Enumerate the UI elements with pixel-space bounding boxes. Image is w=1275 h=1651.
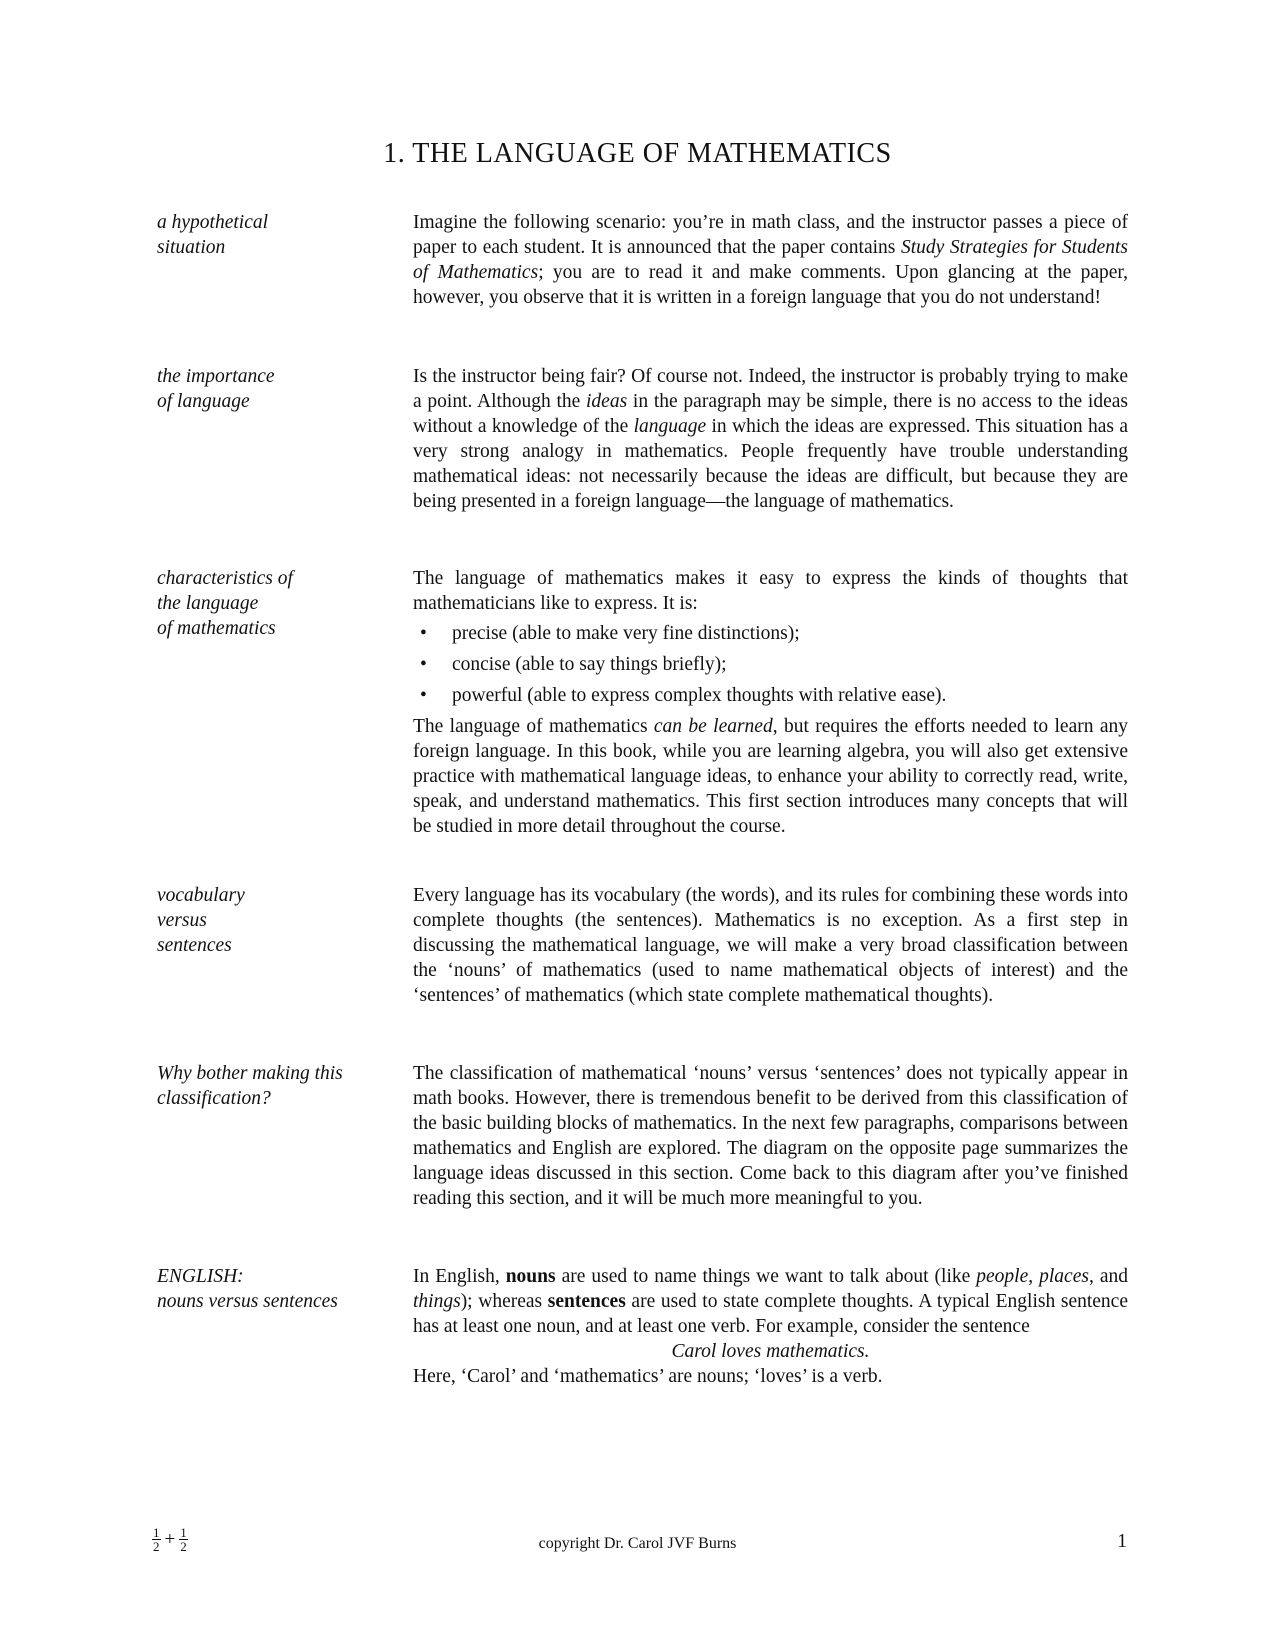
text-run: The language of mathematics makes it easy to express the kinds of thoughts that mathematicians like to express. It is: [413,568,1128,614]
text-run: The language of mathematics [413,716,654,737]
text-run: ; you are to read it and make comments. Upon glancing at the paper, however, you observe that it is written in a foreign language that you do not understand! [413,262,1128,308]
section-body [413,1061,1128,1211]
fraction-numerator: 1 [153,1525,160,1540]
margin-note [157,1264,387,1314]
paragraph [413,1264,1128,1339]
bullet-icon: • [420,685,427,706]
bold-text: nouns [505,1266,556,1287]
text-run: In English, [413,1266,506,1287]
text-run: in the paragraph may be simple, there is no access to the ideas without a knowledge of the [413,391,1129,437]
text-run: Imagine the following scenario: you’re in math class, and the instructor passes a piece of paper to each student. It is announced that the paper contains [413,212,1128,258]
bullet-text: powerful (able to express complex thoughts with relative ease). [452,685,947,706]
margin-note-line: ENGLISH: [157,1266,244,1287]
text-run: Is the instructor being fair? Of course not. Indeed, the instructor is probably trying to make a point. Although the [413,366,1128,412]
italic-text: Study Strategies for Students of Mathematics [413,237,1129,283]
text-run: in which the ideas are expressed. This situation has a very strong analogy in mathematics. People frequently have trouble understanding mathematical ideas: not necessarily because the ideas are difficult, but because they are being presented in a foreign language—the language of mathematics. [413,416,1129,512]
margin-note [157,364,387,414]
margin-note-line: characteristics of [157,568,293,589]
fraction-denominator: 2 [180,1539,187,1554]
margin-note-line: of mathematics [157,618,276,639]
text-run: , and [1088,1266,1128,1287]
bold-text: sentences [547,1291,626,1312]
margin-note-line: the language [157,593,259,614]
margin-note-line: the importance [157,366,275,387]
margin-note [157,883,387,958]
italic-text: can be learned [653,716,773,737]
bullet-item [413,621,1128,646]
margin-note-line: Why bother making this [157,1063,343,1084]
section-body [413,210,1128,310]
bullet-item [413,652,1128,677]
page-number: 1 [1117,1531,1127,1552]
margin-note-line: of language [157,391,250,412]
example-sentence: Carol loves mathematics. [671,1341,870,1362]
text-run: The classification of mathematical ‘nouns’ versus ‘sentences’ does not typically appear in math books. However, there is tremendous benefit to be derived from this classification of the basic building blocks of mathematics. In the next few paragraphs, comparisons between mathematics and English are explored. The diagram on the opposite page summarizes the language ideas discussed in this section. Come back to this diagram after you’ve finished reading this section, and it will be much more meaningful to you. [413,1063,1128,1209]
text-run: Every language has its vocabulary (the words), and its rules for combining these words into complete thoughts (the sentences). Mathematics is no exception. As a first step in discussing the mathematical language, we will make a very broad classification between the ‘nouns’ of mathematics (used to name mathematical objects of interest) and the ‘sentences’ of mathematics (which state complete mathematical thoughts). [413,885,1128,1006]
paragraph [413,1061,1128,1211]
italic-text: language [633,416,707,437]
margin-note-line: nouns versus sentences [157,1291,338,1312]
margin-note-line: versus [157,910,207,931]
margin-note [157,566,387,641]
text-run: Here, ‘Carol’ and ‘mathematics’ are nouns; ‘loves’ is a verb. [413,1366,883,1387]
footer-copyright: copyright Dr. Carol JVF Burns [538,1535,737,1552]
section-body [413,1264,1128,1389]
italic-text: things [413,1291,461,1312]
text-run: , but requires the efforts needed to learn any foreign language. In this book, while you are learning algebra, you will also get extensive practice with mathematical language ideas, to enhance your ability to correctly read, write, speak, and understand mathematics. This first section introduces many concepts that will be studied in more detail throughout the course. [413,716,1128,837]
paragraph [413,714,1128,839]
paragraph [413,210,1128,310]
text-run: , [1028,1266,1040,1287]
bullet-text: precise (able to make very fine distinctions); [452,623,800,644]
margin-note [157,210,387,260]
paragraph [413,364,1128,514]
paragraph [413,883,1128,1008]
italic-text: ideas [586,391,628,412]
margin-note-line: situation [157,237,226,258]
text-run: ); whereas [460,1291,548,1312]
margin-note-line: a hypothetical [157,212,269,233]
bullet-text: concise (able to say things briefly); [452,654,727,675]
section-body [413,883,1128,1008]
fraction-numerator: 1 [180,1525,187,1540]
margin-note-line: sentences [157,935,232,956]
fraction-denominator: 2 [153,1539,160,1554]
bullet-icon: • [420,654,427,675]
plus-sign: + [164,1528,176,1550]
margin-note [157,1061,387,1111]
paragraph [413,566,1128,616]
text-run: are used to name things we want to talk about (like [555,1266,977,1287]
margin-note-line: vocabulary [157,885,245,906]
bullet-icon: • [420,623,427,644]
italic-text: places [1039,1266,1089,1287]
italic-text: people [976,1266,1029,1287]
bullet-list [413,621,1128,708]
section-body [413,566,1128,839]
section-body [413,364,1128,514]
bullet-item [413,683,1128,708]
margin-note-line: classification? [157,1088,271,1109]
text-run: are used to state complete thoughts. A typical English sentence has at least one noun, and at least one verb. For example, consider the sentence [413,1291,1128,1337]
paragraph [413,1364,1128,1389]
page-title: 1. THE LANGUAGE OF MATHEMATICS [383,138,892,169]
